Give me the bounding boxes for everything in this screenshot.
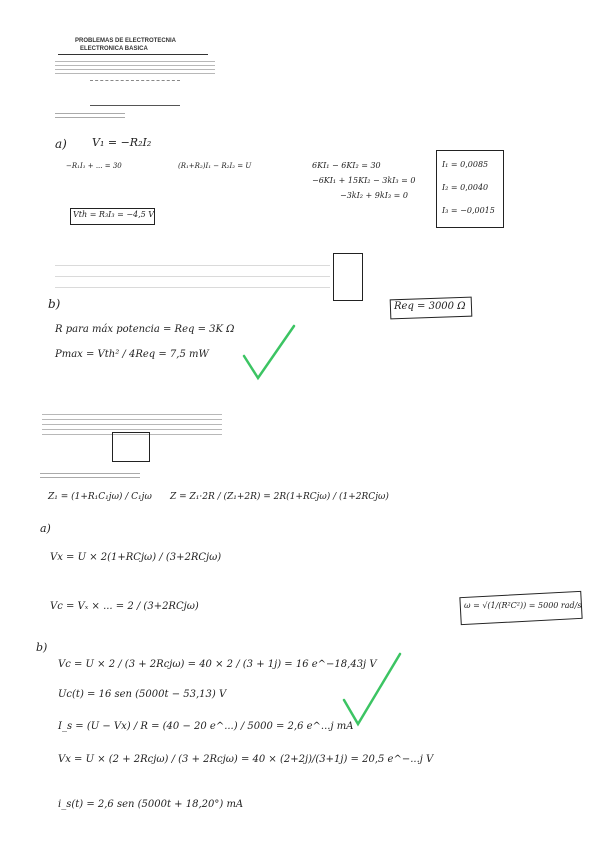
- problem2-omega: ω = √(1/(R²C²)) = 5000 rad/s: [464, 601, 582, 610]
- problem1-req: Req = 3000 Ω: [394, 301, 466, 312]
- problem2-z: Z = Z₁·2R / (Z₁+2R) = 2R(1+RCjω) / (1+2RCjω): [170, 492, 389, 502]
- problem1-header-line2: ELECTRONICA BASICA: [80, 46, 148, 52]
- problem1-rmax: R para máx potencia = Req = 3K Ω: [55, 324, 235, 335]
- problem2-vx: Vx = U × 2(1+RCjω) / (3+2RCjω): [50, 552, 222, 563]
- problem1-a-line2: −R₁I₁ + ... = 30: [66, 162, 122, 170]
- problem2-part-a-label: a): [40, 522, 51, 535]
- problem1-a-line4: 6KI₁ − 6KI₂ = 30: [312, 161, 381, 170]
- problem2-b-line1: Vc = U × 2 / (3 + 2Rcjω) = 40 × 2 / (3 + 1j) = 16 e^−18,43j V: [58, 659, 377, 670]
- problem2-b-line2: Uc(t) = 16 sen (5000t − 53,13) V: [58, 689, 227, 700]
- problem1-I3: I₃ = −0,0015: [442, 206, 495, 215]
- problem1-header-line1: PROBLEMAS DE ELECTROTECNIA: [75, 38, 177, 44]
- header-rule: [58, 54, 208, 55]
- problem1-statement: [55, 58, 215, 76]
- problem1-b-small-box: [333, 253, 363, 301]
- problem2-z1: Z₁ = (1+R₁C₁jω) / C₁jω: [48, 492, 152, 502]
- problem2-vc: Vc = Vₓ × ... = 2 / (3+2RCjω): [50, 601, 199, 612]
- problem1-a-line3: (R₁+R₂)I₁ − R₂I₂ = U: [178, 162, 252, 170]
- problem1-I1: I₁ = 0,0085: [442, 160, 489, 169]
- problem1-circuit-figure: [90, 80, 180, 106]
- problem2-b-line4: Vx = U × (2 + 2Rcjω) / (3 + 2Rcjω) = 40 × (2+2j)/(3+1j) = 20,5 e^−...j V: [58, 754, 434, 765]
- problem1-a-line5: −6KI₁ + 15KI₂ − 3kI₃ = 0: [312, 176, 416, 185]
- problem2-part-b-label: b): [36, 641, 48, 654]
- problem2-sub-statement: [40, 470, 140, 480]
- problem2-circuit-figure: [112, 432, 150, 462]
- problem1-vth: Vth = R₃I₃ = −4,5 V: [73, 210, 155, 219]
- problem1-part-a-label: a): [55, 137, 67, 151]
- problem1-I2: I₂ = 0,0040: [442, 183, 489, 192]
- problem1-a-line1: V₁ = −R₂I₂: [92, 136, 152, 149]
- problem1-part-b-label: b): [48, 297, 61, 311]
- problem1-a-line6: −3kI₂ + 9kI₃ = 0: [340, 191, 408, 200]
- problem1-sub-statement: [55, 110, 125, 120]
- check-mark-1: [240, 322, 300, 382]
- problem1-b-equations: [55, 255, 330, 295]
- problem2-b-line5: i_s(t) = 2,6 sen (5000t + 18,20°) mA: [58, 799, 244, 810]
- problem2-b-line3: I_s = (U − Vx) / R = (40 − 20 e^...) / 5000 = 2,6 e^...j mA: [58, 721, 354, 732]
- check-mark-2: [340, 650, 405, 730]
- problem1-pmax: Pmax = Vth² / 4Req = 7,5 mW: [55, 349, 209, 360]
